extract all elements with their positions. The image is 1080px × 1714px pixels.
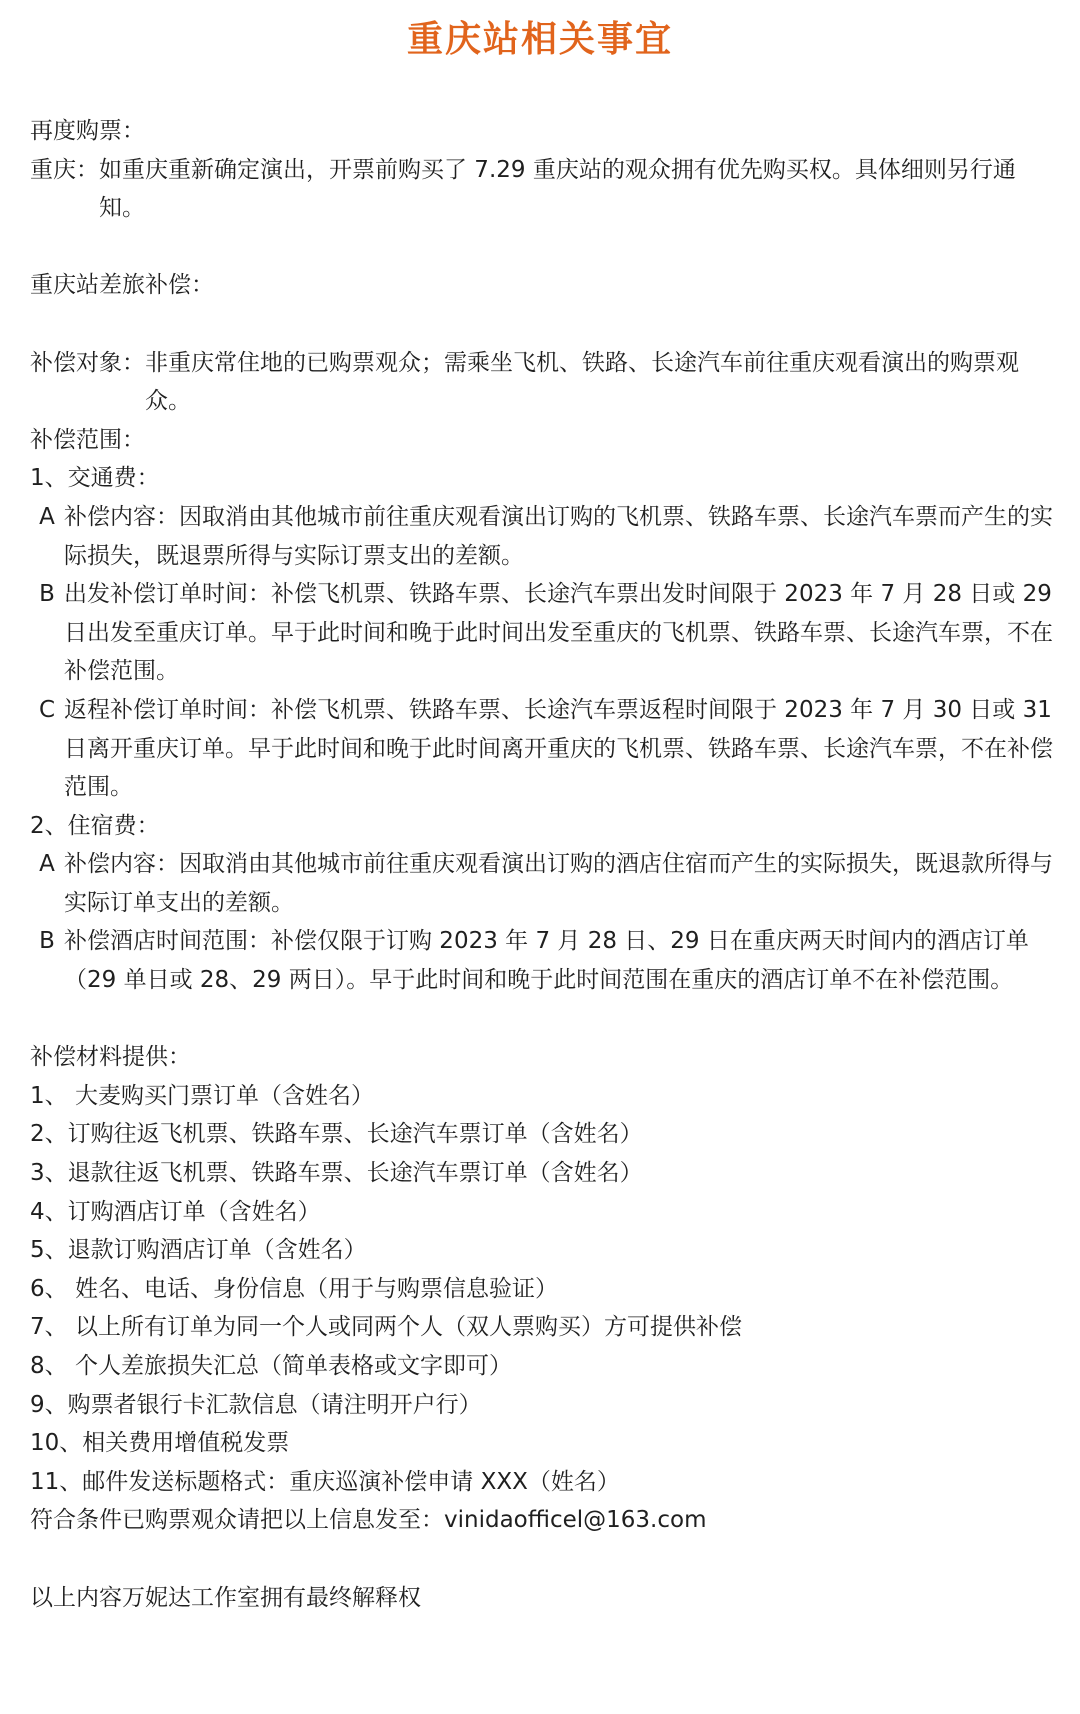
item-letter: A [39, 503, 55, 530]
target-label: 补偿对象： [30, 349, 145, 376]
material-item: 5、退款订购酒店订单（含姓名） [30, 1237, 367, 1264]
rebuy-text: 如重庆重新确定演出，开票前购买了 7.29 重庆站的观众拥有优先购买权。具体细则另行通知。 [99, 156, 1016, 222]
material-item: 2、订购往返飞机票、铁路车票、长途汽车票订单（含姓名） [30, 1121, 643, 1148]
material-item: 10、相关费用增值税发票 [30, 1430, 290, 1457]
transport-item-c [30, 691, 1055, 807]
item-text: 补偿酒店时间范围：补偿仅限于订购 2023 年 7 月 28 日、29 日在重庆两天时间内的酒店订单（29 单日或 28、29 两日）。早于此时间和晚于此时间范围在重庆的酒店订单不在补偿范围。 [64, 928, 1029, 994]
spacer [30, 305, 1055, 344]
compensation-heading: 重庆站差旅补偿： [30, 272, 214, 299]
item-text: 补偿内容：因取消由其他城市前往重庆观看演出订购的飞机票、铁路车票、长途汽车票而产生的实际损失，既退票所得与实际订票支出的差额。 [64, 503, 1053, 569]
material-item: 6、 姓名、电话、身份信息（用于与购票信息验证） [30, 1275, 558, 1302]
material-item: 4、订购酒店订单（含姓名） [30, 1198, 321, 1225]
spacer [30, 228, 1055, 267]
transport-heading: 1、交通费： [30, 465, 160, 492]
notice-body [30, 112, 1055, 1617]
target-text: 非重庆常住地的已购票观众；需乘坐飞机、铁路、长途汽车前往重庆观看演出的购票观众。 [145, 349, 1019, 415]
material-item: 7、 以上所有订单为同一个人或同两个人（双人票购买）方可提供补偿 [30, 1314, 742, 1341]
material-item: 3、退款往返飞机票、铁路车票、长途汽车票订单（含姓名） [30, 1160, 643, 1187]
materials-heading: 补偿材料提供： [30, 1044, 191, 1071]
spacer [30, 1540, 1055, 1579]
rebuy-heading: 再度购票： [30, 118, 145, 144]
item-letter: C [38, 696, 56, 723]
transport-item-b [30, 575, 1055, 691]
lodging-item-b [30, 922, 1055, 999]
footer-note: 以上内容万妮达工作室拥有最终解释权 [30, 1584, 421, 1611]
item-text: 补偿内容：因取消由其他城市前往重庆观看演出订购的酒店住宿而产生的实际损失，既退款所得与实际订单支出的差额。 [64, 851, 1053, 916]
material-item: 11、邮件发送标题格式：重庆巡演补偿申请 XXX（姓名） [30, 1468, 620, 1495]
lodging-item-a [30, 845, 1055, 922]
item-letter: B [39, 581, 55, 608]
material-item: 1、 大麦购买门票订单（含姓名） [30, 1082, 374, 1109]
item-text: 出发补偿订单时间：补偿飞机票、铁路车票、长途汽车票出发时间限于 2023 年 7 月 28 日或 29 日出发至重庆订单。早于此时间和晚于此时间出发至重庆的飞机票、铁路车票、长途汽车票，不在补偿范围。 [64, 581, 1053, 685]
spacer [30, 1000, 1055, 1039]
target-paragraph [30, 344, 1055, 421]
material-item: 9、购票者银行卡汇款信息（请注明开户行） [30, 1391, 482, 1418]
item-letter: B [39, 928, 55, 955]
page-title: 重庆站相关事宜 [406, 19, 673, 60]
scope-heading: 补偿范围： [30, 426, 145, 453]
send-instructions: 符合条件已购票观众请把以上信息发至：vinidaofficel@163.com [30, 1507, 707, 1534]
lodging-heading: 2、住宿费： [30, 812, 160, 839]
item-letter: A [39, 851, 55, 878]
transport-item-a [30, 498, 1055, 575]
item-text: 返程补偿订单时间：补偿飞机票、铁路车票、长途汽车票返程时间限于 2023 年 7 月 30 日或 31 日离开重庆订单。早于此时间和晚于此时间离开重庆的飞机票、铁路车票、长途汽车票，不在补偿范围。 [64, 696, 1053, 801]
rebuy-paragraph [30, 151, 1055, 228]
rebuy-label: 重庆： [30, 156, 99, 183]
material-item: 8、 个人差旅损失汇总（简单表格或文字即可） [30, 1353, 512, 1379]
